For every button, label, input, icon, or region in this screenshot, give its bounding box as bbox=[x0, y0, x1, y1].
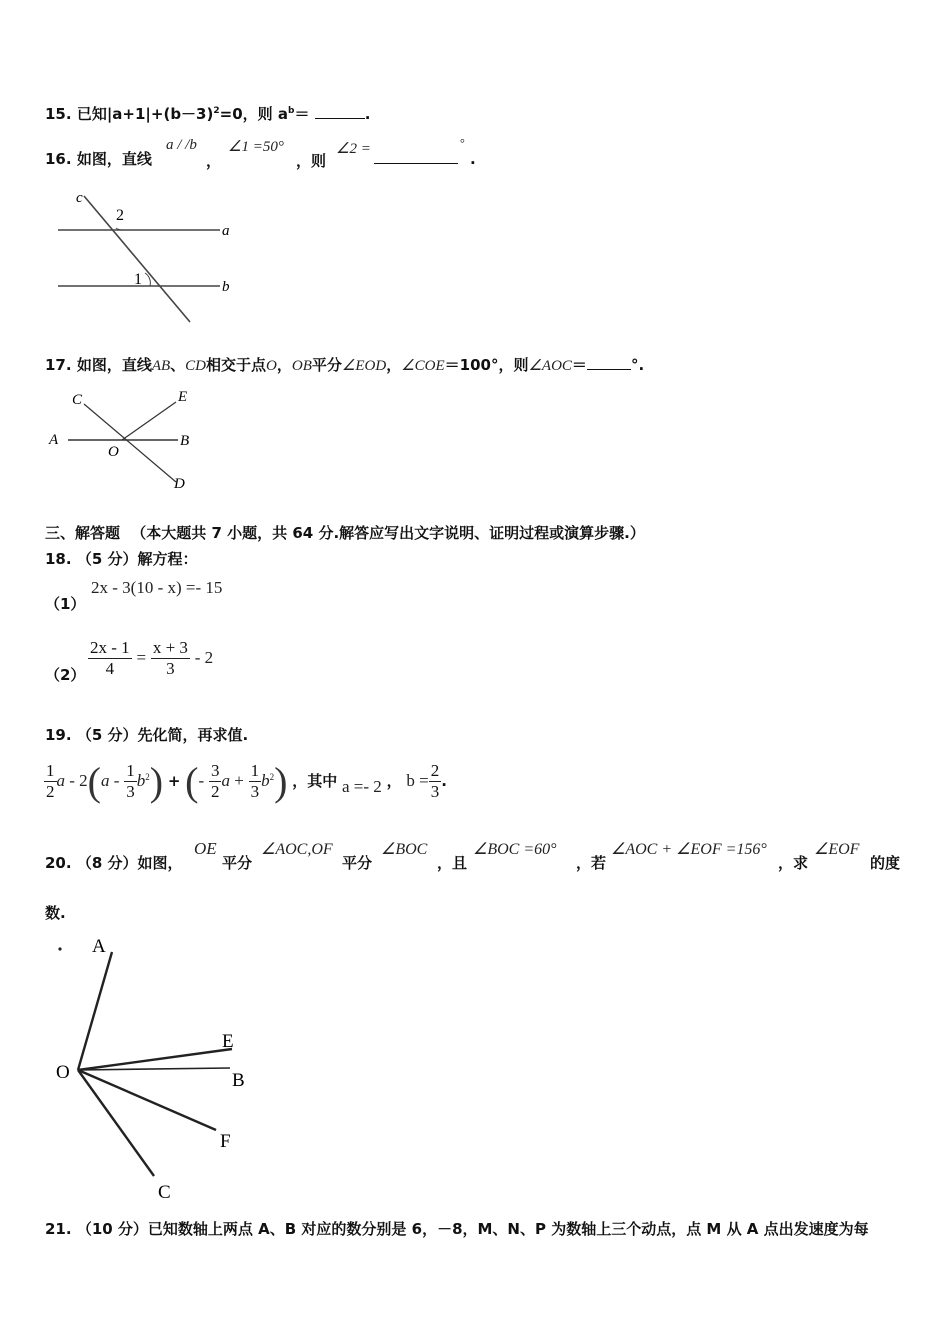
q18-equation-2: $\frac{2x - 1}{4}$ = $\frac{x + 3}{3}$ - 2 bbox=[90, 638, 214, 678]
fig16-label-a: a bbox=[222, 223, 230, 239]
figure-20 bbox=[44, 930, 264, 1210]
q15-answer-blank[interactable] bbox=[315, 104, 365, 119]
fig20-label-E: E bbox=[222, 1031, 234, 1052]
q16-answer-blank[interactable] bbox=[374, 149, 458, 164]
fig16-label-b: b bbox=[222, 279, 230, 295]
q18-part2-label: （2） bbox=[45, 666, 86, 684]
fig17-label-A: A bbox=[49, 432, 59, 448]
fig20-label-C: C bbox=[158, 1182, 171, 1203]
q19-expression: $\frac{1}{2}$ a - 2(a - $\frac{1}{3}$ $b^2$) + (- $\frac{3}{2}$ a + $\frac{1}{3}$ $b^2$) ，其中 a =- 2 ， b = $\frac{2}{3}$ . bbox=[46, 759, 447, 804]
q15-number: 15. bbox=[45, 105, 72, 123]
q16-angle1: ∠1 =50° bbox=[228, 139, 284, 155]
fig17-label-E: E bbox=[178, 389, 188, 405]
question-17: 17. 如图，直线AB、CD相交于点O，OB平分∠EOD，∠COE＝100°，则∠AOC＝ °. bbox=[45, 356, 645, 374]
question-21: 21. （10 分）已知数轴上两点 A、B 对应的数分别是 6，－8，M、N、P 为数轴上三个动点，点 M 从 A 点出发速度为每 bbox=[45, 1220, 869, 1238]
fig17-label-C: C bbox=[72, 392, 83, 408]
figure-17 bbox=[44, 384, 214, 496]
q17-answer-blank[interactable] bbox=[587, 355, 631, 370]
question-18: 18. （5 分）解方程： bbox=[45, 550, 198, 568]
q16-parallel: a / /b bbox=[166, 137, 197, 153]
question-16: 16. 如图，直线 bbox=[45, 150, 152, 168]
question-15: 15. 已知$|a+1|+(b-3)^2=0$，则 $a^b=$ . bbox=[45, 105, 371, 123]
fig17-label-B: B bbox=[180, 433, 190, 449]
section-3-note: （本大题共 7 小题，共 64 分.解答应写出文字说明、证明过程或演算步骤.） bbox=[131, 524, 645, 542]
fig16-label-2: 2 bbox=[116, 207, 124, 224]
fig20-label-F: F bbox=[220, 1131, 231, 1152]
section-3-title: 三、解答题 bbox=[45, 524, 121, 542]
fig16-label-1: 1 bbox=[134, 271, 142, 288]
fig20-label-B: B bbox=[232, 1070, 245, 1091]
q18-part1-label: （1） bbox=[45, 595, 86, 613]
q15-text: 已知$|a+1|+(b-3)^2=0$，则 $a^b=$ bbox=[76, 105, 310, 123]
fig17-label-D: D bbox=[174, 476, 185, 492]
q16-number: 16. bbox=[45, 150, 72, 168]
fig16-label-c: c bbox=[76, 190, 83, 206]
q18-equation-1: 2x - 3(10 - x) =- 15 bbox=[91, 578, 223, 597]
section-3-heading bbox=[45, 522, 645, 543]
figure-16 bbox=[50, 188, 250, 328]
fig20-label-A: A bbox=[92, 936, 106, 957]
fig17-label-O: O bbox=[108, 444, 119, 460]
q20-continuation: 数. bbox=[45, 904, 66, 922]
question-19: 19. （5 分）先化简，再求值. bbox=[45, 726, 249, 744]
fig20-label-O: O bbox=[56, 1062, 70, 1083]
q16-angle2: ∠2 = bbox=[336, 141, 371, 157]
question-20: 20. （8 分）如图， bbox=[45, 854, 183, 872]
